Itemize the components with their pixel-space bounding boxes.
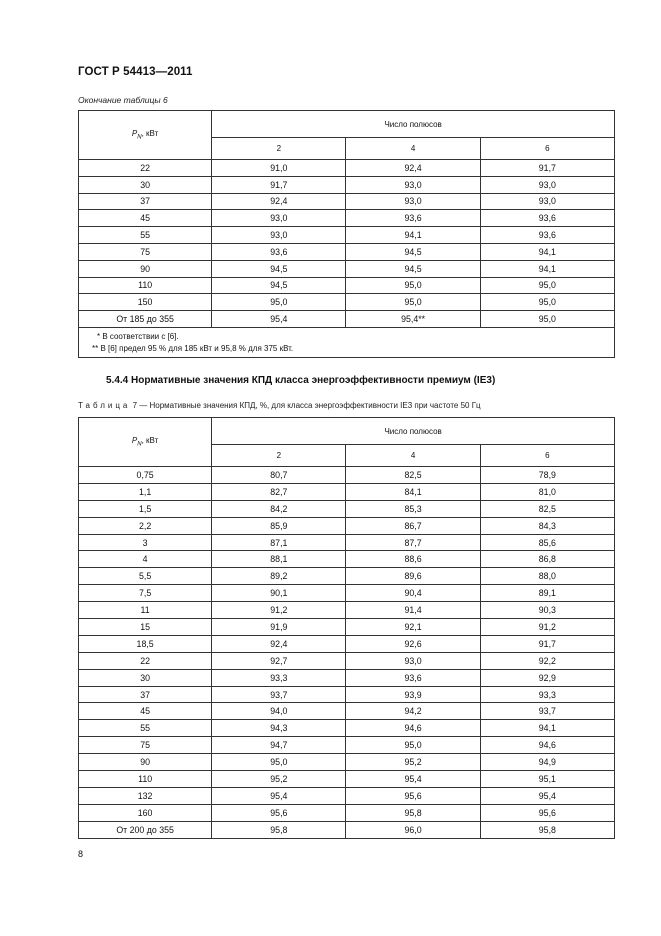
- efficiency-cell: 93,6: [212, 243, 346, 260]
- power-cell: 75: [79, 737, 212, 754]
- power-cell: 1,1: [79, 483, 212, 500]
- efficiency-cell: 89,2: [212, 568, 346, 585]
- efficiency-cell: 95,6: [480, 804, 614, 821]
- power-cell: 55: [79, 720, 212, 737]
- poles-group-header: Число полюсов: [212, 418, 615, 445]
- table-row: [79, 703, 615, 720]
- table-row: [79, 193, 615, 210]
- efficiency-cell: 93,3: [212, 669, 346, 686]
- pole-count-header: 6: [480, 445, 614, 467]
- efficiency-cell: 84,1: [346, 483, 480, 500]
- efficiency-cell: 95,0: [480, 294, 614, 311]
- efficiency-cell: 95,4: [346, 771, 480, 788]
- table-row: [79, 534, 615, 551]
- efficiency-cell: 95,6: [212, 804, 346, 821]
- efficiency-cell: 84,2: [212, 500, 346, 517]
- efficiency-cell: 95,0: [480, 277, 614, 294]
- power-cell: 4: [79, 551, 212, 568]
- efficiency-cell: 95,4: [480, 787, 614, 804]
- efficiency-table-7: [78, 417, 615, 839]
- efficiency-cell: 85,6: [480, 534, 614, 551]
- pole-count-header: 4: [346, 445, 480, 467]
- power-cell: От 200 до 355: [79, 821, 212, 838]
- efficiency-cell: 94,5: [212, 277, 346, 294]
- efficiency-cell: 95,0: [212, 294, 346, 311]
- efficiency-cell: 81,0: [480, 483, 614, 500]
- efficiency-cell: 93,0: [480, 193, 614, 210]
- efficiency-cell: 85,3: [346, 500, 480, 517]
- power-cell: 55: [79, 227, 212, 244]
- efficiency-cell: 88,6: [346, 551, 480, 568]
- table-row: [79, 551, 615, 568]
- efficiency-cell: 95,6: [346, 787, 480, 804]
- power-column-header: $P_N$, кВт: [79, 418, 212, 467]
- power-cell: 0,75: [79, 467, 212, 484]
- table-6-continuation-caption: Окончание таблицы 6: [78, 95, 168, 105]
- table-row: [79, 243, 615, 260]
- table-row: [79, 771, 615, 788]
- efficiency-cell: 94,5: [346, 260, 480, 277]
- power-cell: 3: [79, 534, 212, 551]
- efficiency-cell: 88,1: [212, 551, 346, 568]
- power-cell: 22: [79, 160, 212, 177]
- table-row: [79, 669, 615, 686]
- efficiency-cell: 93,0: [212, 210, 346, 227]
- efficiency-cell: 91,4: [346, 602, 480, 619]
- pole-count-header: 2: [212, 138, 346, 160]
- pole-count-header: 2: [212, 445, 346, 467]
- table-row: [79, 160, 615, 177]
- efficiency-cell: 93,7: [480, 703, 614, 720]
- efficiency-cell: 94,1: [346, 227, 480, 244]
- efficiency-cell: 85,9: [212, 517, 346, 534]
- efficiency-cell: 92,7: [212, 652, 346, 669]
- power-cell: 15: [79, 619, 212, 636]
- efficiency-cell: 94,2: [346, 703, 480, 720]
- power-cell: 37: [79, 686, 212, 703]
- efficiency-cell: 94,1: [480, 260, 614, 277]
- table-row: [79, 787, 615, 804]
- efficiency-cell: 91,2: [212, 602, 346, 619]
- power-cell: 45: [79, 703, 212, 720]
- table-row: [79, 821, 615, 838]
- efficiency-cell: 93,6: [480, 227, 614, 244]
- efficiency-cell: 93,0: [346, 652, 480, 669]
- power-cell: 150: [79, 294, 212, 311]
- table-row: [79, 260, 615, 277]
- power-column-header: $P_N$, кВт: [79, 111, 212, 160]
- table-row: [79, 277, 615, 294]
- power-cell: 160: [79, 804, 212, 821]
- efficiency-cell: 92,4: [212, 635, 346, 652]
- efficiency-cell: 95,1: [480, 771, 614, 788]
- table-row: [79, 635, 615, 652]
- table-row: [79, 483, 615, 500]
- efficiency-cell: 92,6: [346, 635, 480, 652]
- efficiency-cell: 94,5: [346, 243, 480, 260]
- power-cell: 22: [79, 652, 212, 669]
- efficiency-cell: 94,6: [346, 720, 480, 737]
- efficiency-cell: 82,5: [346, 467, 480, 484]
- pole-count-header: 6: [480, 138, 614, 160]
- efficiency-cell: 78,9: [480, 467, 614, 484]
- power-cell: 110: [79, 771, 212, 788]
- power-cell: 110: [79, 277, 212, 294]
- power-cell: 2,2: [79, 517, 212, 534]
- efficiency-cell: 92,2: [480, 652, 614, 669]
- efficiency-cell: 93,0: [346, 176, 480, 193]
- efficiency-cell: 95,4: [212, 787, 346, 804]
- table-row: [79, 585, 615, 602]
- efficiency-cell: 90,3: [480, 602, 614, 619]
- efficiency-cell: 93,6: [346, 210, 480, 227]
- table-row: [79, 467, 615, 484]
- table-row: [79, 602, 615, 619]
- efficiency-cell: 87,1: [212, 534, 346, 551]
- table-row: [79, 294, 615, 311]
- power-cell: От 185 до 355: [79, 311, 212, 328]
- efficiency-cell: 92,4: [212, 193, 346, 210]
- efficiency-cell: 91,7: [480, 635, 614, 652]
- efficiency-cell: 95,8: [480, 821, 614, 838]
- efficiency-cell: 94,1: [480, 720, 614, 737]
- section-heading: 5.4.4 Нормативные значения КПД класса энергоэффективности премиум (IE3): [106, 375, 496, 386]
- efficiency-cell: 95,8: [212, 821, 346, 838]
- efficiency-cell: 90,4: [346, 585, 480, 602]
- table-row: [79, 210, 615, 227]
- table-row: [79, 720, 615, 737]
- efficiency-cell: 94,3: [212, 720, 346, 737]
- table-note: * В соответствии с [6].: [97, 331, 179, 341]
- power-cell: 90: [79, 260, 212, 277]
- power-cell: 90: [79, 754, 212, 771]
- efficiency-cell: 94,1: [480, 243, 614, 260]
- efficiency-cell: 93,6: [346, 669, 480, 686]
- page-number: 8: [78, 849, 84, 859]
- efficiency-cell: 95,4**: [346, 311, 480, 328]
- efficiency-cell: 80,7: [212, 467, 346, 484]
- table-row: [79, 517, 615, 534]
- efficiency-cell: 93,0: [480, 176, 614, 193]
- efficiency-cell: 91,7: [480, 160, 614, 177]
- table-7-caption: Таблица 7 — Нормативные значения КПД, %, для класса энергоэффективности IE3 при частоте 50 Гц: [78, 401, 481, 410]
- document-id-header: ГОСТ Р 54413—2011: [78, 66, 193, 78]
- efficiency-cell: 89,1: [480, 585, 614, 602]
- power-cell: 11: [79, 602, 212, 619]
- table-row: [79, 686, 615, 703]
- power-cell: 132: [79, 787, 212, 804]
- table-row: [79, 804, 615, 821]
- efficiency-cell: 95,2: [212, 771, 346, 788]
- efficiency-cell: 91,7: [212, 176, 346, 193]
- table-row: [79, 227, 615, 244]
- efficiency-cell: 94,9: [480, 754, 614, 771]
- table-row: [79, 619, 615, 636]
- efficiency-cell: 82,7: [212, 483, 346, 500]
- efficiency-cell: 82,5: [480, 500, 614, 517]
- power-cell: 18,5: [79, 635, 212, 652]
- efficiency-cell: 95,0: [346, 294, 480, 311]
- power-cell: 5,5: [79, 568, 212, 585]
- table-row: [79, 311, 615, 328]
- power-cell: 1,5: [79, 500, 212, 517]
- efficiency-cell: 95,0: [346, 277, 480, 294]
- table-notes: [79, 327, 615, 357]
- efficiency-cell: 88,0: [480, 568, 614, 585]
- efficiency-cell: 94,0: [212, 703, 346, 720]
- table-row: [79, 176, 615, 193]
- efficiency-cell: 93,0: [346, 193, 480, 210]
- efficiency-cell: 93,9: [346, 686, 480, 703]
- efficiency-cell: 92,4: [346, 160, 480, 177]
- efficiency-cell: 94,7: [212, 737, 346, 754]
- table-row: [79, 754, 615, 771]
- power-cell: 45: [79, 210, 212, 227]
- power-cell: 75: [79, 243, 212, 260]
- power-cell: 7,5: [79, 585, 212, 602]
- efficiency-cell: 95,0: [346, 737, 480, 754]
- efficiency-cell: 95,2: [346, 754, 480, 771]
- efficiency-cell: 95,4: [212, 311, 346, 328]
- efficiency-cell: 84,3: [480, 517, 614, 534]
- efficiency-cell: 93,6: [480, 210, 614, 227]
- power-cell: 37: [79, 193, 212, 210]
- efficiency-cell: 93,3: [480, 686, 614, 703]
- pole-count-header: 4: [346, 138, 480, 160]
- table-row: [79, 500, 615, 517]
- efficiency-cell: 91,2: [480, 619, 614, 636]
- efficiency-cell: 90,1: [212, 585, 346, 602]
- power-cell: 30: [79, 176, 212, 193]
- efficiency-cell: 87,7: [346, 534, 480, 551]
- table-row: [79, 568, 615, 585]
- efficiency-cell: 95,0: [480, 311, 614, 328]
- table-row: [79, 737, 615, 754]
- efficiency-cell: 86,8: [480, 551, 614, 568]
- efficiency-cell: 89,6: [346, 568, 480, 585]
- efficiency-table-6: [78, 110, 615, 358]
- efficiency-cell: 96,0: [346, 821, 480, 838]
- efficiency-cell: 91,9: [212, 619, 346, 636]
- efficiency-cell: 95,0: [212, 754, 346, 771]
- table-note: ** В [6] предел 95 % для 185 кВт и 95,8 % для 375 кВт.: [92, 343, 294, 353]
- poles-group-header: Число полюсов: [212, 111, 615, 138]
- efficiency-cell: 91,0: [212, 160, 346, 177]
- efficiency-cell: 95,8: [346, 804, 480, 821]
- efficiency-cell: 94,6: [480, 737, 614, 754]
- efficiency-cell: 92,1: [346, 619, 480, 636]
- efficiency-cell: 93,0: [212, 227, 346, 244]
- efficiency-cell: 94,5: [212, 260, 346, 277]
- efficiency-cell: 92,9: [480, 669, 614, 686]
- efficiency-cell: 86,7: [346, 517, 480, 534]
- power-cell: 30: [79, 669, 212, 686]
- table-row: [79, 652, 615, 669]
- efficiency-cell: 93,7: [212, 686, 346, 703]
